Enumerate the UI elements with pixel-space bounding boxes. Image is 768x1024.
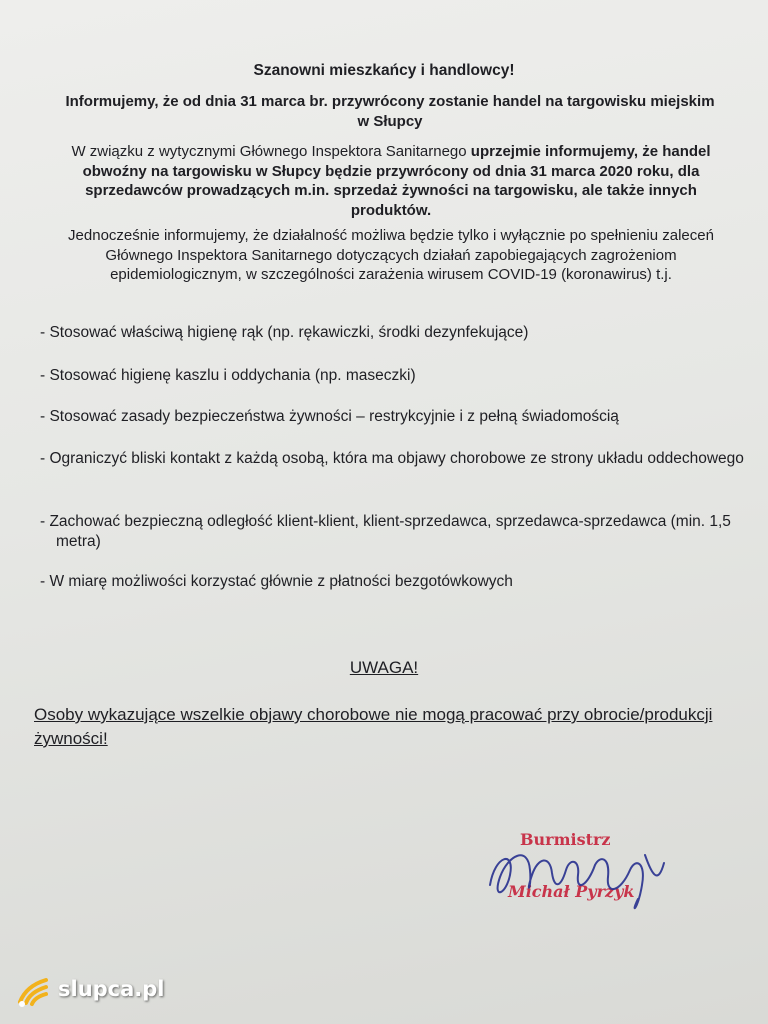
stamp-name: Michał Pyrzyk [508, 882, 635, 901]
list-item: - Ograniczyć bliski kontakt z każdą osobą, która ma objawy chorobowe ze strony układu oddechowego [40, 450, 744, 467]
list-item: - Stosować zasady bezpieczeństwa żywności – restrykcyjnie i z pełną świadomością [40, 408, 619, 425]
signature-stamp [470, 815, 690, 925]
list-item: - Stosować higienę kaszlu i oddychania (np. maseczki) [40, 367, 416, 384]
paragraph-conditions: Jednocześnie informujemy, że działalność możliwa będzie tylko i wyłącznie po spełnieniu zaleceń Głównego Inspektora Sanitarnego dotyczących działań zapobiegających zagrożeniom epidemiologicznym, w szczególności zarażenia wirusem COVID-19 (koronawirus) t.j. [68, 227, 714, 283]
watermark-logo [14, 974, 164, 1008]
watermark-text: slupca.pl [58, 977, 165, 1001]
document-intro: Informujemy, że od dnia 31 marca br. przywrócony zostanie handel na targowisku miejskim w Słupcy [65, 93, 715, 130]
paragraph-guidelines-normal: W związku z wytycznymi Głównego Inspektora Sanitarnego [71, 143, 471, 160]
list-item: - Zachować bezpieczną odległość klient-klient, klient-sprzedawca, sprzedawca-sprzedawca (min. 1,5 metra) [40, 513, 731, 550]
document-title: Szanowni mieszkańcy i handlowcy! [253, 62, 515, 79]
list-item: - Stosować właściwą higienę rąk (np. rękawiczki, środki dezynfekujące) [40, 324, 529, 341]
warning-text: Osoby wykazujące wszelkie objawy chorobowe nie mogą pracować przy obrocie/produkcji żywności! [34, 705, 713, 748]
paragraph-guidelines-bold: uprzejmie informujemy, że handel obwoźny na targowisku w Słupcy będzie przywrócony od dnia 31 marca 2020 roku, dla sprzedawców prowadzących m.in. sprzedaż żywności na targowisku, ale także innych produktów. [82, 143, 711, 219]
warning-heading: UWAGA! [349, 658, 419, 677]
stamp-role: Burmistrz [520, 830, 611, 849]
paragraph-guidelines [46, 142, 736, 220]
wifi-logo-icon [14, 974, 56, 1008]
signature-block [470, 815, 690, 925]
list-item: - W miarę możliwości korzystać głównie z płatności bezgotówkowych [40, 573, 513, 590]
